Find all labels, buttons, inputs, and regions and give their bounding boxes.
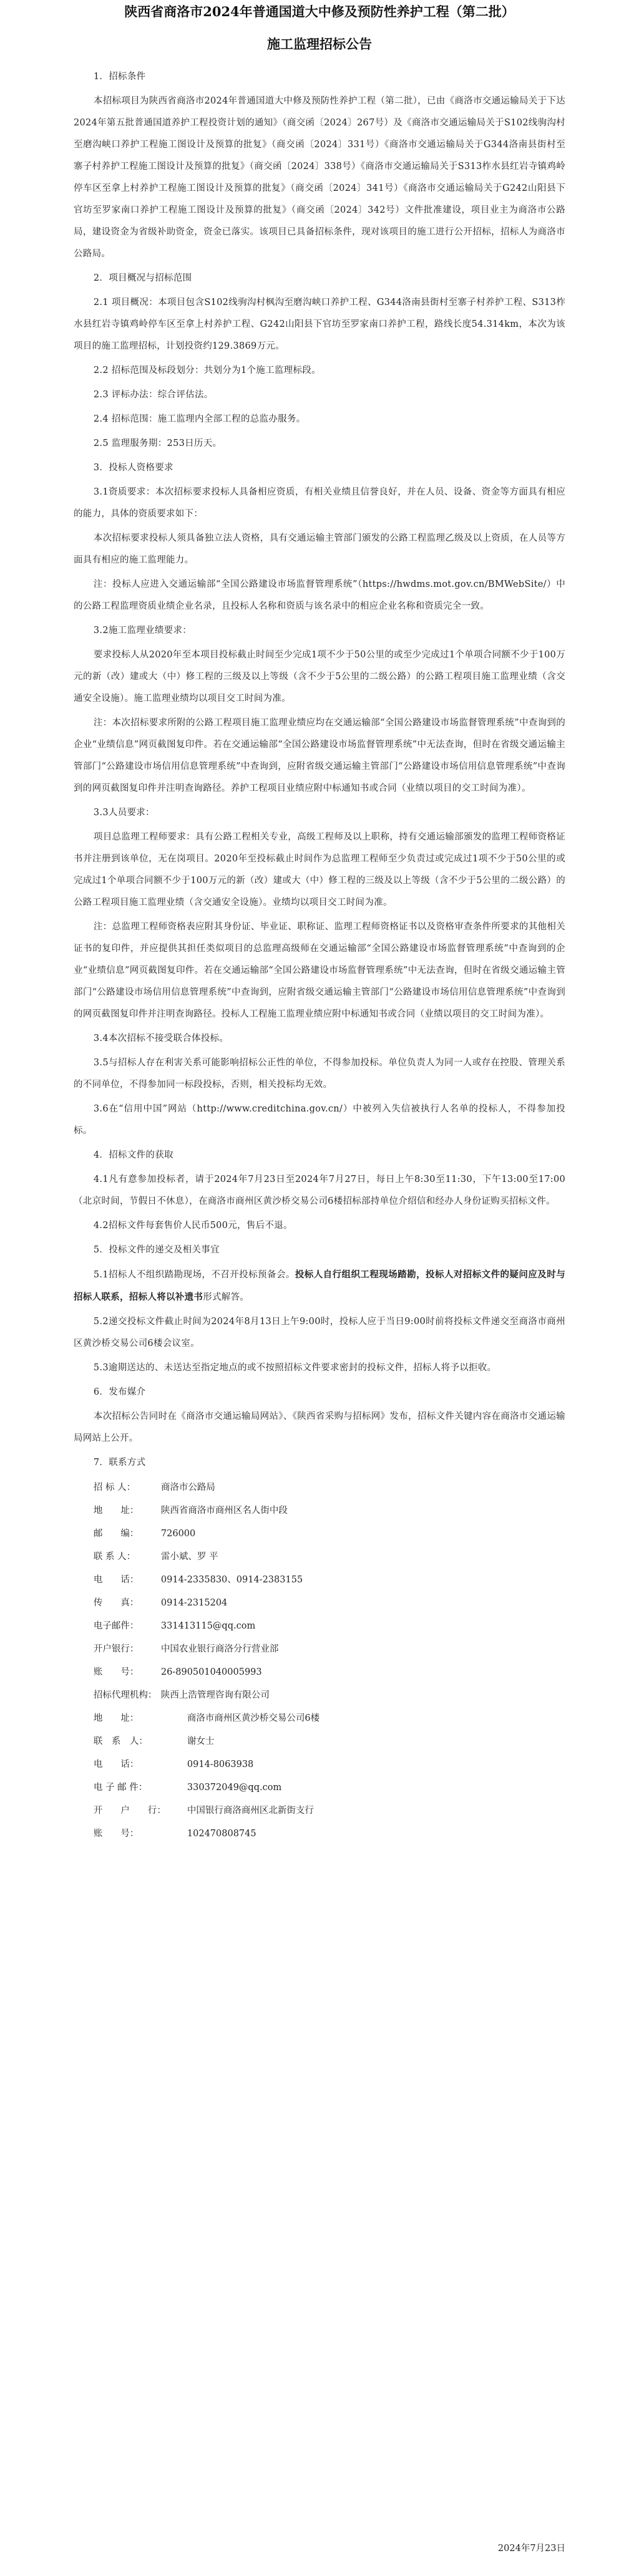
paragraph: 3.6在“信用中国”网站（http://www.creditchina.gov.cn/）中被列入失信被执行人名单的投标人，不得参加投标。 — [74, 1104, 565, 1136]
contact-value: 0914-2315204 — [160, 1598, 228, 1608]
paragraph: 4.1凡有意参加投标者，请于2024年7月23日至2024年7月27日，每日上午8:30至11:30，下午13:00至17:00（北京时间，节假日不休息），在商洛市商州区黄沙桥交易公司6楼招标部持单位介绍信和经办人身份证购买招标文件。 — [74, 1174, 565, 1206]
contact-label: 账 号： — [93, 1667, 139, 1677]
contact-row-agency-bank — [74, 1799, 565, 1823]
contact-value: 0914-2335830、0914-2383155 — [160, 1575, 303, 1585]
paragraph: 注：总监理工程师资格表应附其身份证、毕业证、职称证、监理工程师资格证书以及资格审查条件所要求的其他相关证书的复印件，并应提供其担任类似项目的总监理高级师在交通运输部“全国公路建设市场监督管理系统”中查询到的企业“业绩信息”网页截图复印件。若在交通运输部“全国公路建设市场监督管理系统”中无法查询，但时在省级交通运输主管部门“公路建设市场信用信息管理系统”中查询到，应附省级交通运输主管部门“公路建设市场信用信息管理系统”中查询到的网页截图复印件并注明查询路径。投标人工程施工监理业绩应附中标通知书或合同（业绩以项目的交工时间为准）。 — [74, 922, 565, 1019]
paragraph: 5.3逾期送达的、未送达至指定地点的或不按照招标文件要求密封的投标文件，招标人将予以拒收。 — [93, 1363, 497, 1373]
paragraph: 本招标项目为陕西省商洛市2024年普通国道大中修及预防性养护工程（第二批），已由《商洛市交通运输局关于下达2024年第五批普通国道养护工程投资计划的通知》（商交函〔2024〕267号）及《商洛市交通运输局关于S102线驹沟村至磨沟峡口养护工程施工图设计及预算的批复》（商交函〔2024〕331号）《商洛市交通运输局关于G344洛南县街村至寨子村养护工程施工图设计及预算的批复》（商交函〔2024〕338号）《商洛市交通运输局关于S313柞水县红岩寺镇鸡岭停车区至拿上村养护工程施工图设计及预算的批复》（商交函〔2024〕341号）《商洛市交通运输局关于G242山阳县下官坊至罗家南口养护工程施工图设计及预算的批复》（商交函〔2024〕342号）文件批准建设，项目业主为商洛市公路局，建设资金为省级补助资金，资金已落实。该项目已具备招标条件，现对该项目的施工进行公开招标，招标人为商洛市公路局。 — [74, 96, 565, 259]
paragraph: 注：本次招标要求所附的公路工程项目施工监理业绩应均在交通运输部“全国公路建设市场监督管理系统”中查询到的企业“业绩信息”网页截图复印件。若在交通运输部“全国公路建设市场监督管理系统”中无法查询，但时在省级交通运输主管部门“公路建设市场信用信息管理系统”中查询到，应附省级交通运输主管部门“公路建设市场信用信息管理系统”中查询到的网页截图复印件并注明查询路径。养护工程项目业绩应附中标通知书或合同（业绩以项目的交工时间为准）。 — [74, 718, 565, 793]
contact-label: 开 户 行： — [93, 1806, 166, 1816]
contact-row-phone — [74, 1569, 565, 1592]
contact-label: 传 真： — [93, 1598, 139, 1608]
section-heading: 2．项目概况与招标范围 — [93, 273, 192, 283]
contact-value: 102470808745 — [187, 1829, 256, 1839]
announcement-body — [74, 66, 565, 1474]
section-heading: 4．招标文件的获取 — [93, 1150, 173, 1160]
contact-row-email — [74, 1615, 565, 1638]
contact-value: 商洛市商州区黄沙桥交易公司6楼 — [187, 1713, 320, 1723]
paragraph: 2.1 项目概况：本项目包含S102线驹沟村枫沟至磨沟峡口养护工程、G344洛南县街村至寨子村养护工程、S313柞水县红岩寺镇鸡岭停车区至拿上村养护工程、G242山阳县下官坊至罗家南口养护工程，路线长度54.314km，本次为该项目的施工监理招标，计划投资约129.3869万元。 — [74, 298, 565, 351]
contact-row-agency-email — [74, 1776, 565, 1799]
paragraph: 项目总监理工程师要求：具有公路工程相关专业，高级工程师及以上职称，持有交通运输部颁发的监理工程师资格证书并注册到该单位，无在岗项目。2020年至投标截止时间作为总监理工程师至少负责过或完成过1项不少于50公里的或完成过1个单项合同额不少于100万元的新（改）建或大（中）修工程的三级及以上等级（含不少于5公里的二级公路）的公路工程项目施工监理业绩（含交通安全设施）。业绩均以项目交工时间为准。 — [74, 832, 565, 908]
paragraph: 3.5与招标人存在利害关系可能影响招标公正性的单位，不得参加投标。单位负责人为同一人或存在控股、管理关系的不同单位，不得参加同一标段投标，否则，相关投标均无效。 — [74, 1058, 565, 1090]
paragraph: 4.2招标文件每套售价人民币500元，售后不退。 — [93, 1221, 293, 1231]
paragraph: 2.2 招标范围及标段划分：共划分为1个施工监理标段。 — [93, 366, 321, 375]
contact-value: 陕西省商洛市商州区名人街中段 — [160, 1506, 288, 1516]
document-title: 陕西省商洛市2024年普通国道大中修及预防性养护工程（第二批） — [124, 4, 515, 19]
contact-row-address — [74, 1499, 565, 1523]
contact-row-agency-person — [74, 1730, 565, 1753]
document-subtitle: 施工监理招标公告 — [267, 36, 372, 52]
contact-value: 726000 — [160, 1529, 196, 1539]
contact-value: 中国银行商洛商州区北新街支行 — [187, 1806, 314, 1816]
contact-row-agency-account — [74, 1823, 565, 1846]
section-heading: 3．投标人资格要求 — [93, 463, 173, 473]
contact-value: 330372049@qq.com — [187, 1783, 282, 1793]
contact-row-account — [74, 1661, 565, 1684]
contact-label: 账 号： — [93, 1829, 139, 1839]
contact-row-agency — [74, 1684, 565, 1707]
contact-row-fax — [74, 1592, 565, 1615]
paragraph: 2.3 评标办法：综合评估法。 — [93, 390, 213, 400]
contact-value: 商洛市公路局 — [160, 1483, 215, 1493]
section-heading: 3.2施工监理业绩要求： — [93, 626, 192, 636]
contact-block — [74, 1476, 565, 1846]
paragraph: 2.4 招标范围：施工监理内全部工程的总监办服务。 — [93, 414, 306, 424]
document-date: 2024年7月23日 — [497, 2544, 565, 2554]
contact-value: 0914-8063938 — [187, 1760, 254, 1770]
paragraph: 3.4本次招标不接受联合体投标。 — [93, 1034, 229, 1043]
contact-value: 26-890501040005993 — [160, 1667, 262, 1677]
contact-value: 谢女士 — [187, 1736, 215, 1746]
contact-value: 陕西上浩管理咨询有限公司 — [160, 1690, 270, 1700]
paragraph: 5.2递交投标文件截止时间为2024年8月13日上午9:00时，投标人应于当日9:00时前将投标文件递交至商洛市商州区黄沙桥交易公司6楼会议室。 — [74, 1317, 565, 1349]
contact-label: 邮 编： — [93, 1529, 139, 1539]
contact-label: 招标代理机构： — [93, 1690, 157, 1700]
contact-label: 地 址： — [93, 1506, 139, 1516]
paragraph: 要求投标人从2020年至本项目投标截止时间至少完成1项不少于50公里的或至少完成过1个单项合同额不少于100万元的新（改）建或大（中）修工程的三级及以上等级（含不少于5公里的二级公路）的公路工程项目施工监理业绩（含交通安全设施）。施工监理业绩均以项目交工时间为准。 — [74, 650, 565, 704]
contact-label: 招 标 人： — [93, 1483, 136, 1493]
section-heading: 3.3人员要求： — [93, 808, 155, 818]
contact-label: 联 系 人： — [93, 1552, 136, 1562]
paragraph: 3.1资质要求：本次招标要求投标人具备相应资质，有相关业绩且信誉良好，并在人员、设备、资金等方面具有相应的能力，具体的资质要求如下： — [74, 487, 565, 519]
contact-row-postcode — [74, 1523, 565, 1546]
contact-label: 电 话： — [93, 1760, 139, 1770]
contact-value: 雷小斌、罗 平 — [160, 1552, 218, 1562]
contact-label: 电 话： — [93, 1575, 139, 1585]
paragraph: 本次招标公告同时在《商洛市交通运输局网站》、《陕西省采购与招标网》发布，招标文件关键内容在商洛市交通运输局网站上公开。 — [74, 1411, 565, 1443]
contact-label: 电子邮件： — [93, 1621, 139, 1631]
contact-row-person — [74, 1546, 565, 1569]
section-heading: 7．联系方式 — [93, 1458, 146, 1468]
contact-row-tenderer — [74, 1476, 565, 1499]
contact-value: 中国农业银行商洛分行营业部 — [160, 1644, 279, 1654]
paragraph: 5.1招标人不组织踏勘现场，不召开投标预备会。投标人自行组织工程现场踏勘，投标人对招标文件的疑问应及时与招标人联系，招标人将以补遗书形式解答。 — [74, 1269, 565, 1302]
contact-row-bank — [74, 1638, 565, 1661]
paragraph: 注：投标人应进入交通运输部“全国公路建设市场监督管理系统”（https://hwdms.mot.gov.cn/BMWebSite/）中的公路工程监理资质业绩企业名录，且投标人名称和资质与该名录中的相应企业名称和资质完全一致。 — [74, 579, 565, 611]
contact-row-agency-address — [74, 1707, 565, 1730]
section-heading: 5．投标文件的递交及相关事宜 — [93, 1245, 220, 1255]
contact-label: 开户银行： — [93, 1644, 139, 1654]
contact-label: 地 址： — [93, 1713, 139, 1723]
contact-label: 电 子 邮 件： — [93, 1783, 148, 1793]
paragraph: 本次招标要求投标人须具备独立法人资格，具有交通运输主管部门颁发的公路工程监理乙级及以上资质，在人员等方面具有相应的施工监理能力。 — [74, 533, 565, 565]
section-heading: 1．招标条件 — [93, 72, 146, 82]
section-heading: 6．发布媒介 — [93, 1387, 146, 1397]
paragraph: 2.5 监理服务期：253日历天。 — [93, 438, 222, 448]
contact-value: 331413115@qq.com — [160, 1621, 256, 1631]
contact-label: 联 系 人： — [93, 1736, 148, 1746]
contact-row-agency-phone — [74, 1753, 565, 1776]
